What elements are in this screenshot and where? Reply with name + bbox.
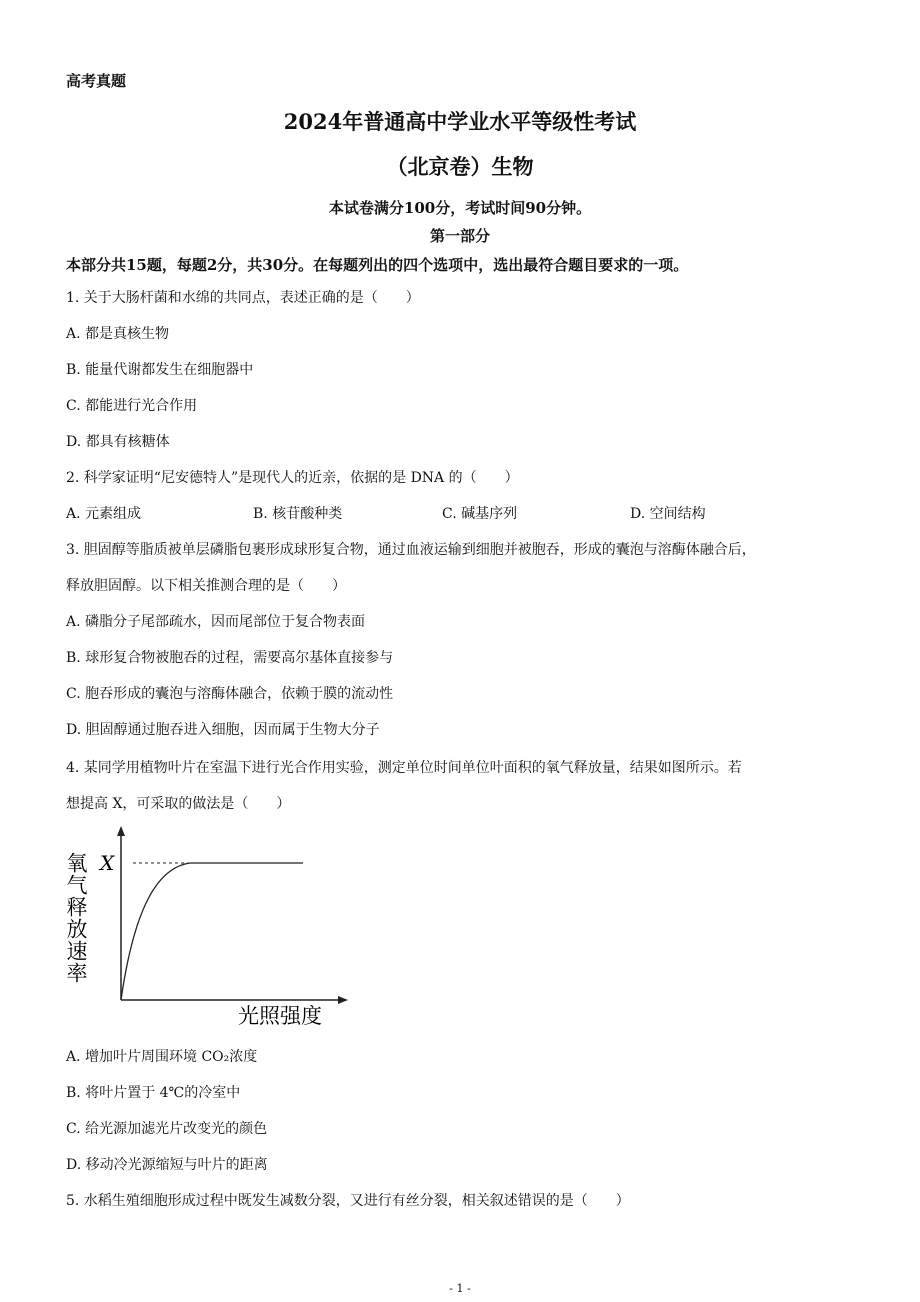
y-axis-label: 氧气释放速率	[64, 852, 88, 984]
question-1-stem: 1. 关于大肠杆菌和水绵的共同点，表述正确的是（ ）	[66, 290, 420, 306]
question-3-stem: 3. 胆固醇等脂质被单层磷脂包裹形成球形复合物，通过血液运输到细胞并被胞吞，形成的囊泡与溶酶体融合后，	[66, 542, 756, 558]
question-3-option-a: A. 磷脂分子尾部疏水，因而尾部位于复合物表面	[66, 614, 366, 630]
question-1-option-a: A. 都是真核生物	[66, 326, 170, 342]
question-4-option-c: C. 给光源加滤光片改变光的颜色	[66, 1121, 268, 1137]
question-2-option-a: A. 元素组成	[66, 506, 142, 522]
question-3-stem-cont: 释放胆固醇。以下相关推测合理的是（ ）	[66, 578, 346, 594]
question-4-stem: 4. 某同学用植物叶片在室温下进行光合作用实验，测定单位时间单位叶面积的氧气释放量，结果如图所示。若	[66, 760, 742, 776]
question-2-option-c: C. 碱基序列	[442, 506, 518, 522]
question-4-option-d: D. 移动冷光源缩短与叶片的距离	[66, 1157, 268, 1173]
question-2-option-d: D. 空间结构	[630, 506, 706, 522]
y-axis-arrow	[117, 826, 125, 836]
question-1-option-d: D. 都具有核糖体	[66, 434, 170, 450]
section-title: 第一部分	[429, 227, 490, 245]
x-axis-label: 光照强度	[238, 1004, 322, 1028]
exam-subtitle: （北京卷）生物	[386, 154, 534, 179]
question-4-option-a: A. 增加叶片周围环境 CO₂浓度	[66, 1049, 258, 1065]
exam-info: 本试卷满分100分，考试时间90分钟。	[328, 199, 592, 217]
question-3-option-c: C. 胞吞形成的囊泡与溶酶体融合，依赖于膜的流动性	[66, 686, 394, 702]
question-3-option-d: D. 胆固醇通过胞吞进入细胞，因而属于生物大分子	[66, 722, 380, 738]
question-3-option-b: B. 球形复合物被胞吞的过程，需要高尔基体直接参与	[66, 650, 394, 666]
question-5-stem: 5. 水稻生殖细胞形成过程中既发生减数分裂，又进行有丝分裂，相关叙述错误的是（ ）	[66, 1193, 630, 1209]
exam-tag: 高考真题	[66, 72, 127, 90]
oxygen-release-graph	[60, 822, 360, 1032]
x-marker-label: X	[100, 851, 115, 875]
question-4-stem-cont: 想提高 X，可采取的做法是（ ）	[66, 796, 291, 812]
question-2-stem: 2. 科学家证明“尼安德特人”是现代人的近亲，依据的是 DNA 的（ ）	[66, 470, 519, 486]
x-axis-arrow	[338, 996, 348, 1004]
question-4-option-b: B. 将叶片置于 4℃的冷室中	[66, 1085, 241, 1101]
page-number: - 1 -	[449, 1282, 471, 1295]
oxygen-curve	[121, 863, 303, 1000]
question-1-option-c: C. 都能进行光合作用	[66, 398, 198, 414]
question-2-option-b: B. 核苷酸种类	[253, 506, 343, 522]
exam-title: 2024年普通高中学业水平等级性考试	[283, 109, 637, 134]
section-instructions: 本部分共15题，每题2分，共30分。在每题列出的四个选项中，选出最符合题目要求的一项。	[66, 256, 689, 274]
question-1-option-b: B. 能量代谢都发生在细胞器中	[66, 362, 254, 378]
